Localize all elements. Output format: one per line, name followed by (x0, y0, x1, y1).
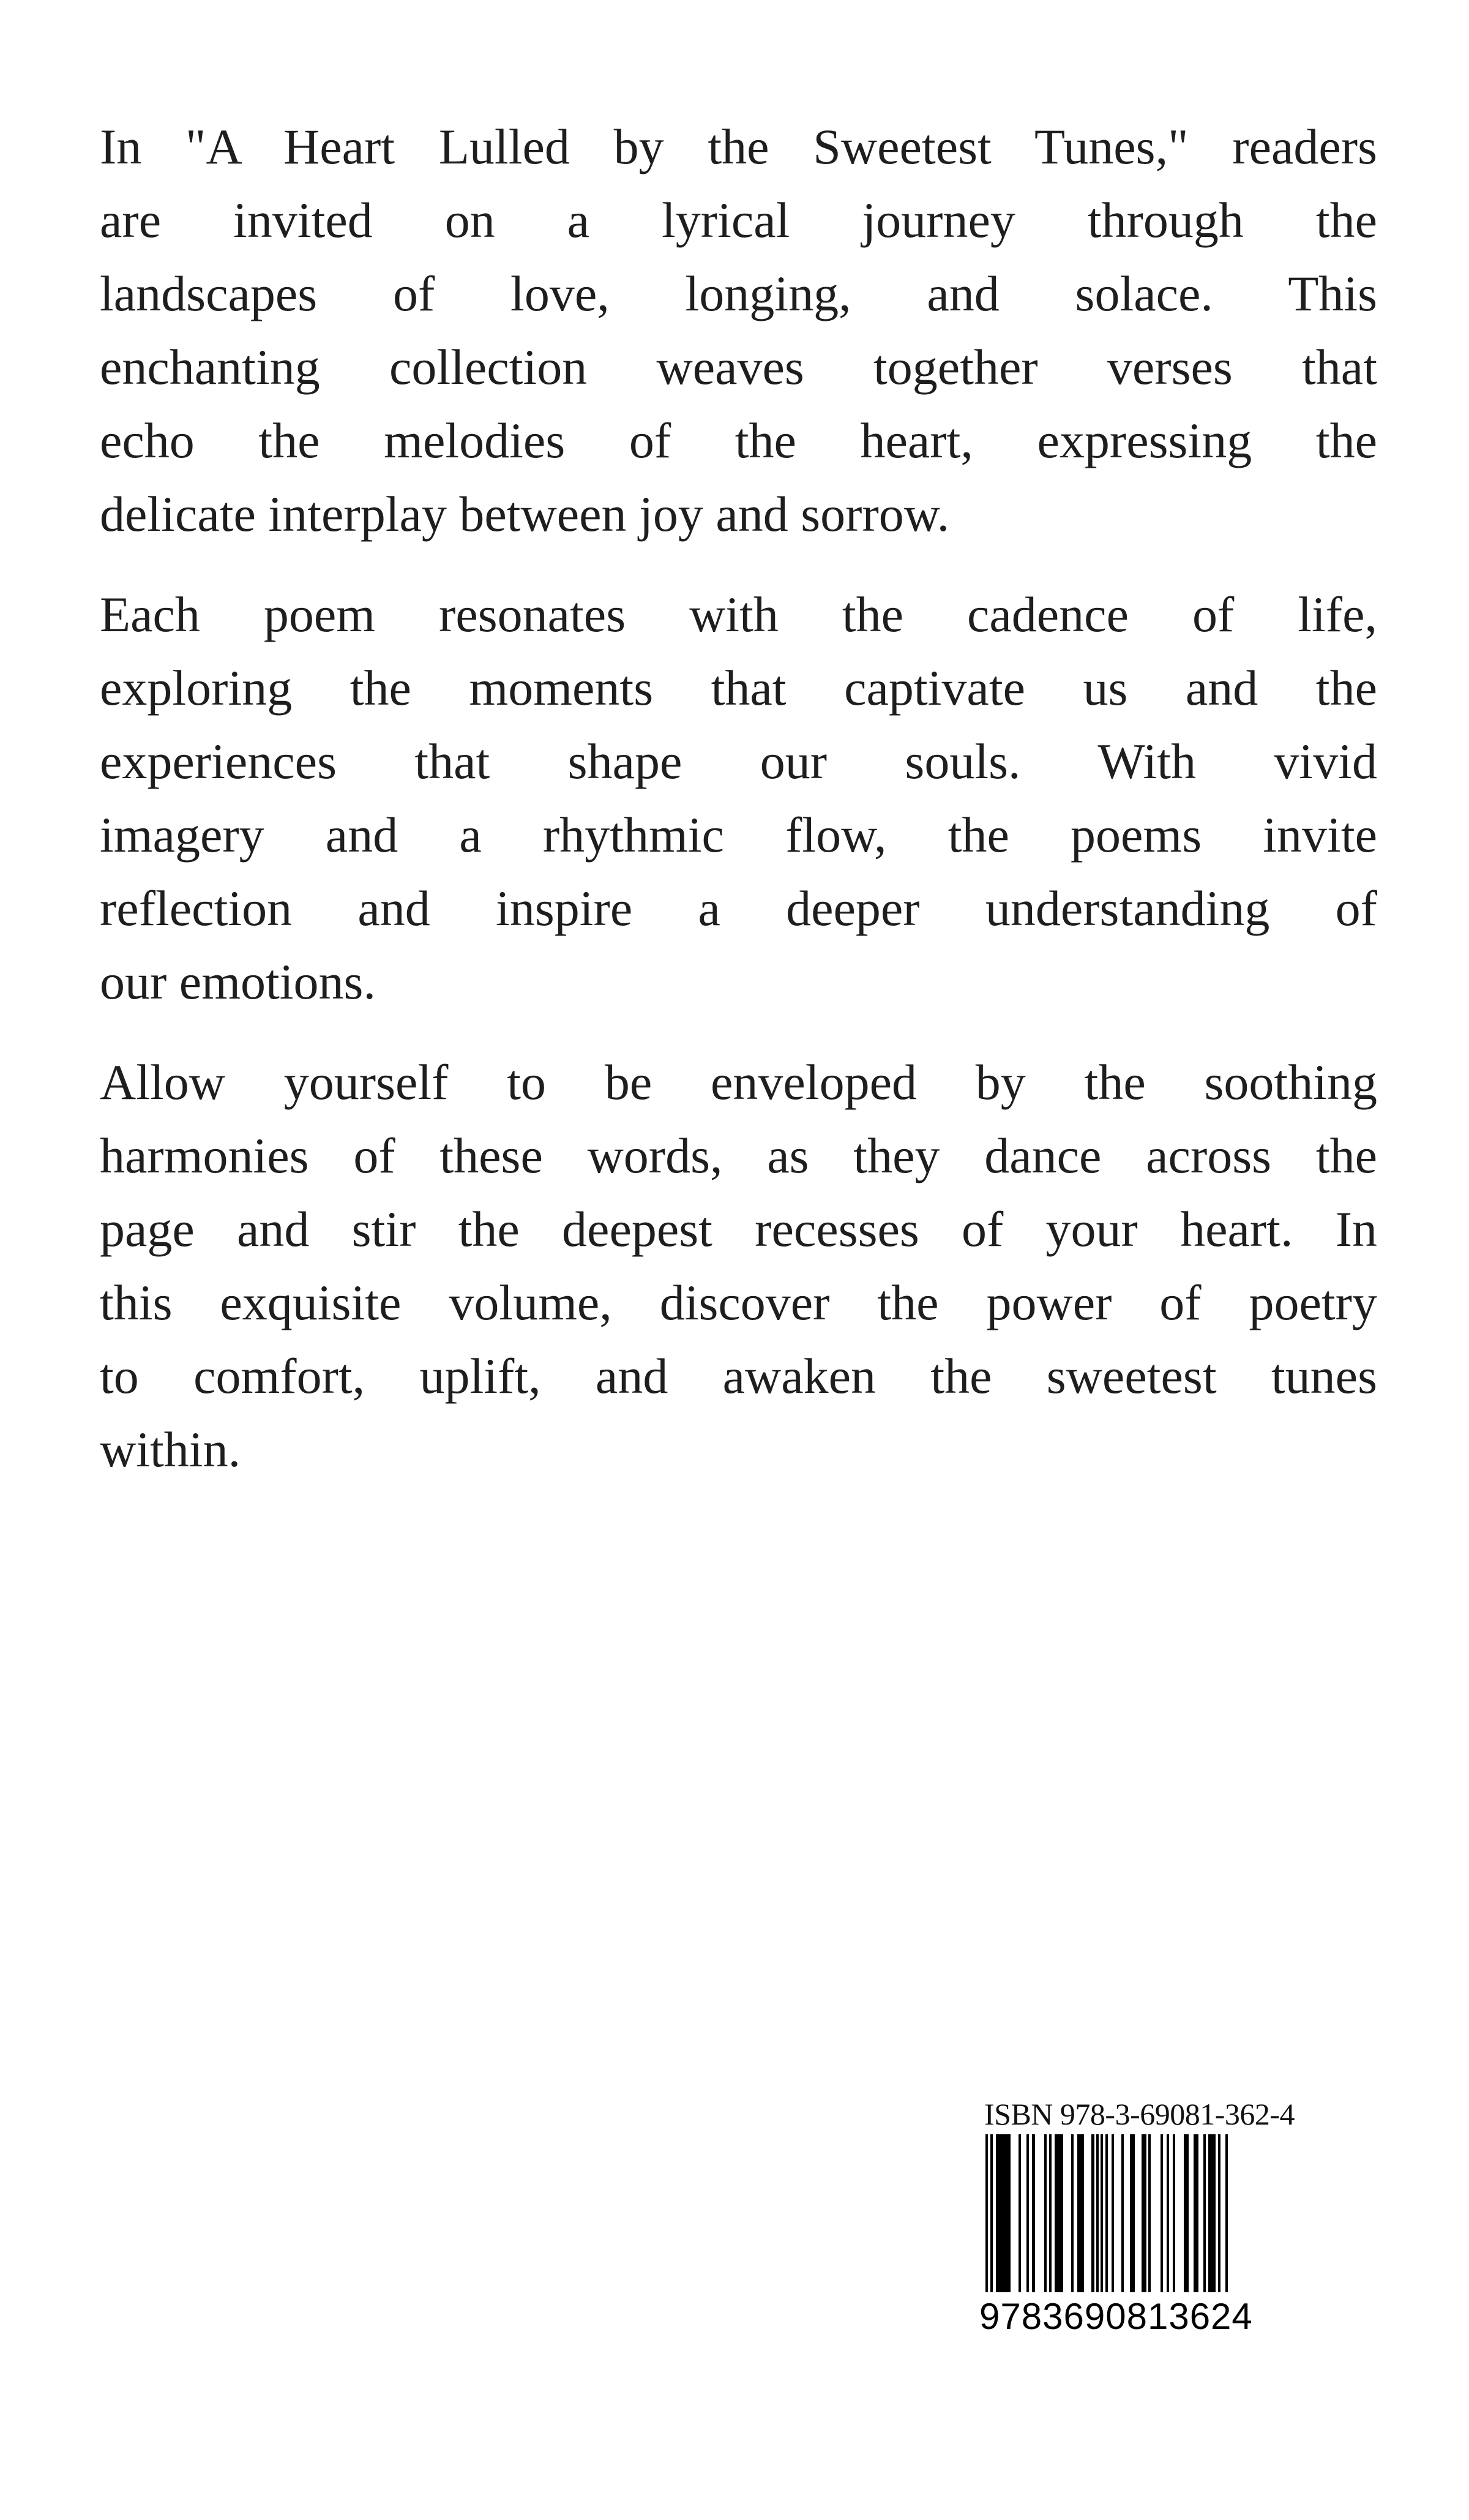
barcode-bar (1121, 2134, 1124, 2292)
barcode-bars (985, 2134, 1229, 2292)
isbn-label: ISBN 978-3-69081-362-4 (984, 2097, 1295, 2131)
barcode-bar (1112, 2134, 1114, 2292)
barcode-bar (1096, 2134, 1099, 2292)
isbn-barcode (979, 2094, 1295, 2341)
barcode-bar (1130, 2134, 1135, 2292)
barcode-bar (1218, 2134, 1220, 2292)
back-cover-blurb (100, 110, 1377, 1513)
barcode-bar (1184, 2134, 1189, 2292)
barcode-bar (1049, 2134, 1052, 2292)
barcode-bar (1044, 2134, 1047, 2292)
barcode-bar (1208, 2134, 1216, 2292)
blurb-line: page and stir the deepest recesses of your heart. In (100, 1201, 1377, 1257)
blurb-line: are invited on a lyrical journey through the (100, 192, 1377, 248)
blurb-line: echo the melodies of the heart, expressing the (100, 413, 1377, 468)
barcode-bar (1101, 2134, 1103, 2292)
barcode-bar (1194, 2134, 1198, 2292)
barcode-bar (985, 2134, 988, 2292)
barcode-bar (1105, 2134, 1108, 2292)
barcode-bar (1032, 2134, 1035, 2292)
blurb-line: Each poem resonates with the cadence of life, (100, 587, 1377, 642)
blurb-line: delicate interplay between joy and sorrow. (100, 486, 950, 542)
blurb-line: reflection and inspire a deeper understanding of (100, 880, 1377, 936)
barcode-bar (1019, 2134, 1021, 2292)
blurb-line: within. (100, 1422, 241, 1477)
blurb-line: Allow yourself to be enveloped by the soothing (100, 1054, 1377, 1110)
barcode-bar (1173, 2134, 1175, 2292)
blurb-line: to comfort, uplift, and awaken the sweetest tunes (100, 1348, 1377, 1404)
barcode-bar (1225, 2134, 1228, 2292)
blurb-line: enchanting collection weaves together verses that (100, 339, 1377, 395)
blurb-line: harmonies of these words, as they dance across the (100, 1128, 1377, 1183)
blurb-paragraph (100, 110, 1377, 551)
blurb-line: exploring the moments that captivate us and the (100, 660, 1377, 716)
blurb-line: experiences that shape our souls. With vivid (100, 733, 1377, 789)
barcode-bar (1055, 2134, 1063, 2292)
barcode-bar (1071, 2134, 1074, 2292)
blurb-paragraph (100, 578, 1377, 1019)
barcode-bar (1142, 2134, 1146, 2292)
barcode-bar (1006, 2134, 1011, 2292)
barcode-bar (990, 2134, 993, 2292)
barcode-bar (1077, 2134, 1084, 2292)
barcode-bar (1167, 2134, 1169, 2292)
blurb-line: imagery and a rhythmic flow, the poems invite (100, 807, 1377, 863)
blurb-line: our emotions. (100, 954, 376, 1010)
barcode-bar (1161, 2134, 1163, 2292)
blurb-line: In "A Heart Lulled by the Sweetest Tunes," readers (100, 119, 1377, 174)
barcode-bar (1148, 2134, 1151, 2292)
blurb-paragraph (100, 1046, 1377, 1487)
barcode-digits: 9783690813624 (979, 2296, 1253, 2337)
barcode-bar (1026, 2134, 1029, 2292)
blurb-line: this exquisite volume, discover the power of poetry (100, 1275, 1377, 1330)
blurb-line: landscapes of love, longing, and solace. This (100, 266, 1377, 321)
barcode-bar (1091, 2134, 1094, 2292)
barcode-bar (1203, 2134, 1206, 2292)
